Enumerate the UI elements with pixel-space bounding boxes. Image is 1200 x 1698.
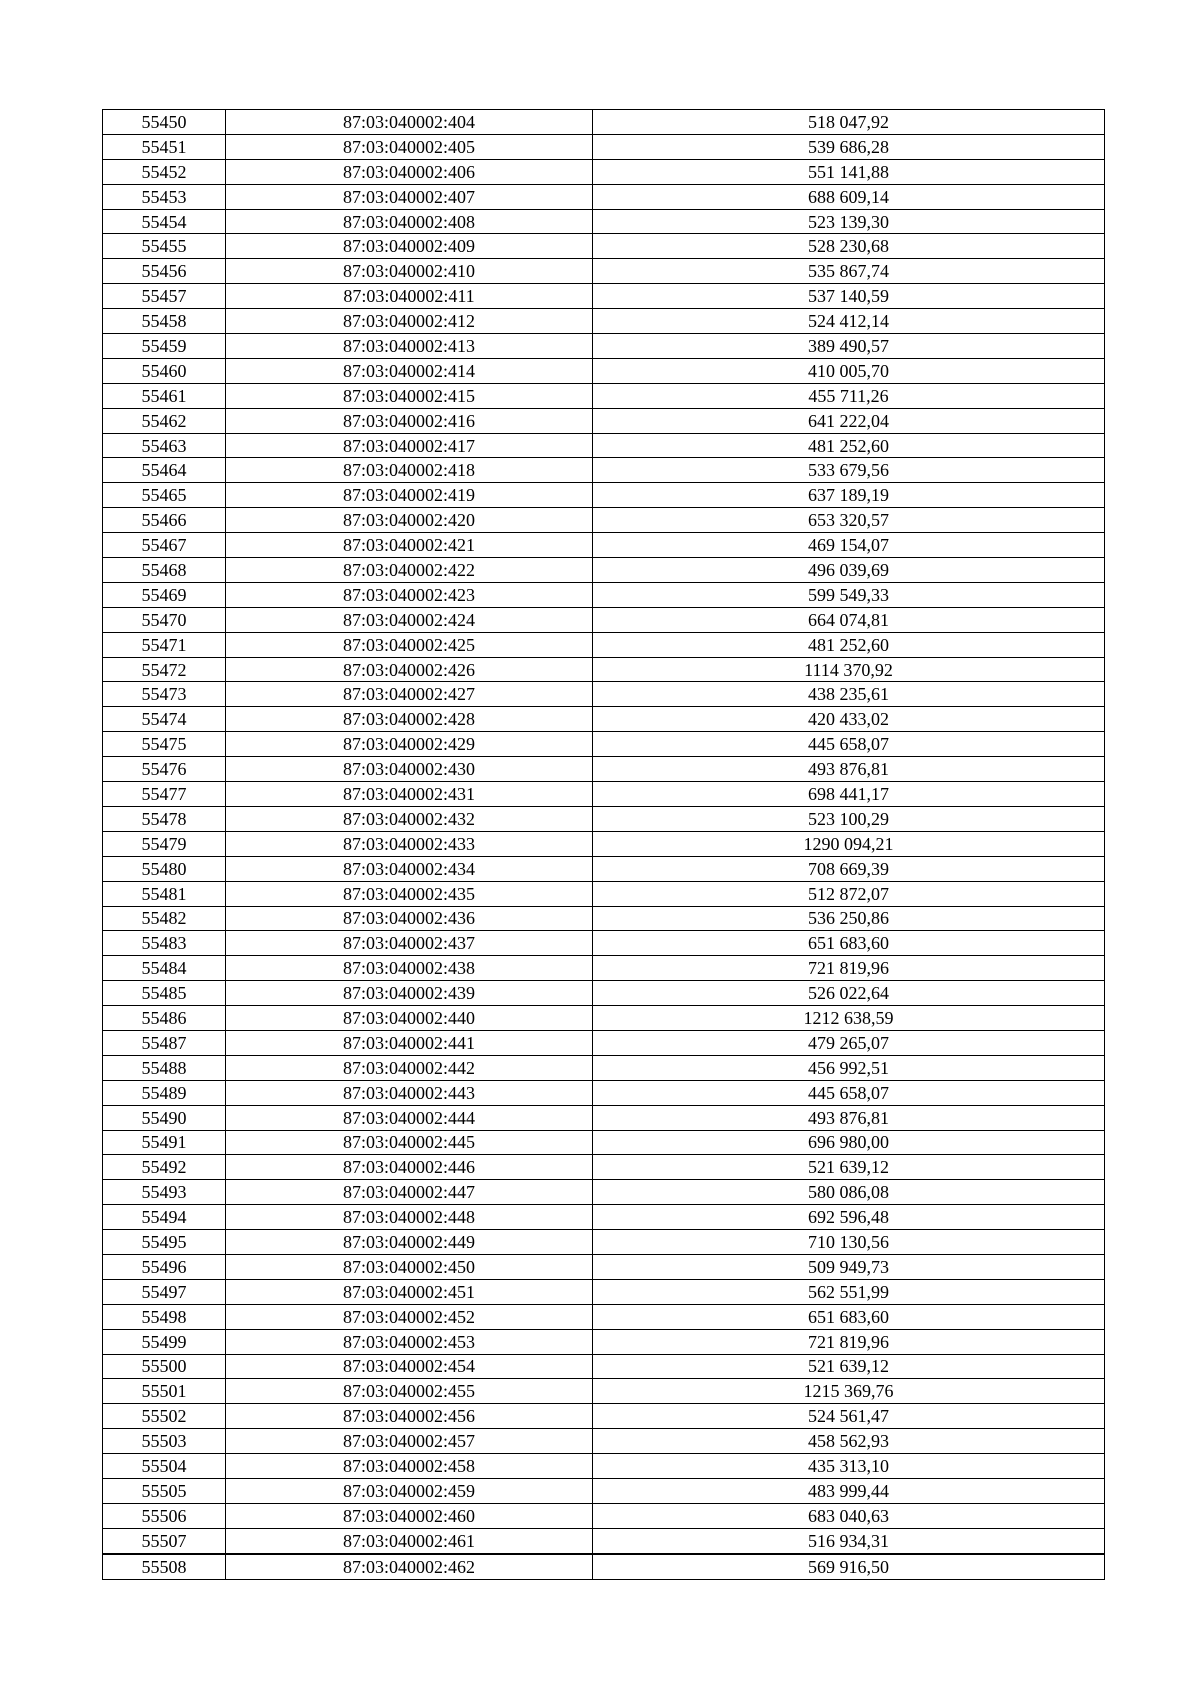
- cadastral-number-cell: 87:03:040002:441: [226, 1030, 593, 1055]
- cadastral-number-cell: 87:03:040002:442: [226, 1055, 593, 1080]
- cadastral-value-cell: 483 999,44: [593, 1478, 1105, 1503]
- cadastral-value-cell: 569 916,50: [593, 1554, 1105, 1579]
- table-body: [103, 110, 1105, 1580]
- cadastral-number-cell: 87:03:040002:446: [226, 1155, 593, 1180]
- cadastral-value-cell: 469 154,07: [593, 533, 1105, 558]
- table-row: [103, 607, 1105, 632]
- table-row: [103, 1130, 1105, 1155]
- cadastral-number-cell: 87:03:040002:423: [226, 582, 593, 607]
- row-number-cell: 55502: [103, 1404, 226, 1429]
- row-number-cell: 55488: [103, 1055, 226, 1080]
- row-number-cell: 55454: [103, 209, 226, 234]
- row-number-cell: 55503: [103, 1429, 226, 1454]
- cadastral-value-cell: 523 100,29: [593, 806, 1105, 831]
- cadastral-number-cell: 87:03:040002:430: [226, 757, 593, 782]
- row-number-cell: 55499: [103, 1329, 226, 1354]
- row-number-cell: 55485: [103, 981, 226, 1006]
- cadastral-value-cell: 535 867,74: [593, 259, 1105, 284]
- cadastral-number-cell: 87:03:040002:418: [226, 458, 593, 483]
- table-row: [103, 1528, 1105, 1553]
- table-row: [103, 209, 1105, 234]
- table-row: [103, 358, 1105, 383]
- cadastral-number-cell: 87:03:040002:433: [226, 831, 593, 856]
- cadastral-number-cell: 87:03:040002:412: [226, 309, 593, 334]
- table-row: [103, 782, 1105, 807]
- table-row: [103, 159, 1105, 184]
- cadastral-value-table: [102, 109, 1105, 1580]
- cadastral-number-cell: 87:03:040002:425: [226, 632, 593, 657]
- row-number-cell: 55483: [103, 931, 226, 956]
- row-number-cell: 55458: [103, 309, 226, 334]
- cadastral-number-cell: 87:03:040002:424: [226, 607, 593, 632]
- row-number-cell: 55497: [103, 1279, 226, 1304]
- row-number-cell: 55501: [103, 1379, 226, 1404]
- row-number-cell: 55487: [103, 1030, 226, 1055]
- cadastral-number-cell: 87:03:040002:457: [226, 1429, 593, 1454]
- cadastral-value-cell: 516 934,31: [593, 1528, 1105, 1553]
- table-row: [103, 856, 1105, 881]
- row-number-cell: 55456: [103, 259, 226, 284]
- table-row: [103, 184, 1105, 209]
- table-row: [103, 1155, 1105, 1180]
- row-number-cell: 55459: [103, 334, 226, 359]
- cadastral-number-cell: 87:03:040002:448: [226, 1205, 593, 1230]
- cadastral-value-cell: 641 222,04: [593, 408, 1105, 433]
- cadastral-number-cell: 87:03:040002:414: [226, 358, 593, 383]
- cadastral-value-cell: 524 561,47: [593, 1404, 1105, 1429]
- cadastral-value-cell: 721 819,96: [593, 1329, 1105, 1354]
- table-row: [103, 558, 1105, 583]
- cadastral-number-cell: 87:03:040002:445: [226, 1130, 593, 1155]
- table-row: [103, 1554, 1105, 1579]
- row-number-cell: 55507: [103, 1528, 226, 1553]
- cadastral-value-cell: 481 252,60: [593, 433, 1105, 458]
- cadastral-value-cell: 1212 638,59: [593, 1006, 1105, 1031]
- row-number-cell: 55491: [103, 1130, 226, 1155]
- table-row: [103, 1254, 1105, 1279]
- cadastral-number-cell: 87:03:040002:434: [226, 856, 593, 881]
- cadastral-value-cell: 438 235,61: [593, 682, 1105, 707]
- table-row: [103, 1006, 1105, 1031]
- table-row: [103, 1105, 1105, 1130]
- cadastral-value-cell: 683 040,63: [593, 1503, 1105, 1528]
- cadastral-value-cell: 521 639,12: [593, 1155, 1105, 1180]
- cadastral-value-cell: 710 130,56: [593, 1230, 1105, 1255]
- cadastral-number-cell: 87:03:040002:420: [226, 508, 593, 533]
- row-number-cell: 55460: [103, 358, 226, 383]
- row-number-cell: 55471: [103, 632, 226, 657]
- cadastral-value-cell: 523 139,30: [593, 209, 1105, 234]
- cadastral-value-cell: 496 039,69: [593, 558, 1105, 583]
- row-number-cell: 55481: [103, 881, 226, 906]
- cadastral-value-cell: 528 230,68: [593, 234, 1105, 259]
- row-number-cell: 55492: [103, 1155, 226, 1180]
- cadastral-value-cell: 456 992,51: [593, 1055, 1105, 1080]
- cadastral-value-cell: 651 683,60: [593, 931, 1105, 956]
- row-number-cell: 55504: [103, 1454, 226, 1479]
- cadastral-number-cell: 87:03:040002:449: [226, 1230, 593, 1255]
- table-row: [103, 1180, 1105, 1205]
- cadastral-value-cell: 493 876,81: [593, 757, 1105, 782]
- cadastral-value-cell: 692 596,48: [593, 1205, 1105, 1230]
- table-row: [103, 408, 1105, 433]
- cadastral-number-cell: 87:03:040002:435: [226, 881, 593, 906]
- cadastral-number-cell: 87:03:040002:428: [226, 707, 593, 732]
- cadastral-number-cell: 87:03:040002:408: [226, 209, 593, 234]
- table-row: [103, 981, 1105, 1006]
- cadastral-number-cell: 87:03:040002:462: [226, 1554, 593, 1579]
- cadastral-value-cell: 521 639,12: [593, 1354, 1105, 1379]
- table-row: [103, 483, 1105, 508]
- cadastral-value-cell: 458 562,93: [593, 1429, 1105, 1454]
- row-number-cell: 55464: [103, 458, 226, 483]
- cadastral-number-cell: 87:03:040002:407: [226, 184, 593, 209]
- row-number-cell: 55490: [103, 1105, 226, 1130]
- cadastral-number-cell: 87:03:040002:427: [226, 682, 593, 707]
- table-row: [103, 657, 1105, 682]
- cadastral-number-cell: 87:03:040002:456: [226, 1404, 593, 1429]
- table-row: [103, 707, 1105, 732]
- cadastral-value-cell: 389 490,57: [593, 334, 1105, 359]
- row-number-cell: 55461: [103, 383, 226, 408]
- row-number-cell: 55495: [103, 1230, 226, 1255]
- table-row: [103, 1230, 1105, 1255]
- cadastral-value-cell: 688 609,14: [593, 184, 1105, 209]
- cadastral-number-cell: 87:03:040002:437: [226, 931, 593, 956]
- cadastral-value-cell: 1215 369,76: [593, 1379, 1105, 1404]
- row-number-cell: 55453: [103, 184, 226, 209]
- table-row: [103, 1478, 1105, 1503]
- cadastral-value-cell: 481 252,60: [593, 632, 1105, 657]
- cadastral-value-cell: 420 433,02: [593, 707, 1105, 732]
- row-number-cell: 55482: [103, 906, 226, 931]
- table-row: [103, 1279, 1105, 1304]
- cadastral-number-cell: 87:03:040002:405: [226, 134, 593, 159]
- cadastral-value-cell: 580 086,08: [593, 1180, 1105, 1205]
- cadastral-number-cell: 87:03:040002:404: [226, 110, 593, 135]
- row-number-cell: 55496: [103, 1254, 226, 1279]
- table-row: [103, 732, 1105, 757]
- cadastral-number-cell: 87:03:040002:415: [226, 383, 593, 408]
- row-number-cell: 55470: [103, 607, 226, 632]
- table-row: [103, 433, 1105, 458]
- table-row: [103, 284, 1105, 309]
- row-number-cell: 55480: [103, 856, 226, 881]
- row-number-cell: 55463: [103, 433, 226, 458]
- cadastral-value-cell: 536 250,86: [593, 906, 1105, 931]
- row-number-cell: 55468: [103, 558, 226, 583]
- cadastral-number-cell: 87:03:040002:432: [226, 806, 593, 831]
- table-row: [103, 632, 1105, 657]
- row-number-cell: 55486: [103, 1006, 226, 1031]
- cadastral-value-cell: 518 047,92: [593, 110, 1105, 135]
- table-row: [103, 1429, 1105, 1454]
- cadastral-number-cell: 87:03:040002:436: [226, 906, 593, 931]
- cadastral-number-cell: 87:03:040002:451: [226, 1279, 593, 1304]
- cadastral-number-cell: 87:03:040002:410: [226, 259, 593, 284]
- cadastral-number-cell: 87:03:040002:443: [226, 1080, 593, 1105]
- cadastral-value-cell: 698 441,17: [593, 782, 1105, 807]
- cadastral-number-cell: 87:03:040002:447: [226, 1180, 593, 1205]
- cadastral-value-cell: 551 141,88: [593, 159, 1105, 184]
- cadastral-value-cell: 533 679,56: [593, 458, 1105, 483]
- table-row: [103, 309, 1105, 334]
- row-number-cell: 55505: [103, 1478, 226, 1503]
- cadastral-number-cell: 87:03:040002:419: [226, 483, 593, 508]
- cadastral-value-cell: 479 265,07: [593, 1030, 1105, 1055]
- cadastral-value-cell: 410 005,70: [593, 358, 1105, 383]
- table-row: [103, 757, 1105, 782]
- row-number-cell: 55475: [103, 732, 226, 757]
- cadastral-value-cell: 721 819,96: [593, 956, 1105, 981]
- cadastral-number-cell: 87:03:040002:440: [226, 1006, 593, 1031]
- table-row: [103, 1454, 1105, 1479]
- row-number-cell: 55450: [103, 110, 226, 135]
- row-number-cell: 55469: [103, 582, 226, 607]
- cadastral-value-cell: 524 412,14: [593, 309, 1105, 334]
- row-number-cell: 55484: [103, 956, 226, 981]
- cadastral-number-cell: 87:03:040002:411: [226, 284, 593, 309]
- row-number-cell: 55465: [103, 483, 226, 508]
- cadastral-value-cell: 599 549,33: [593, 582, 1105, 607]
- cadastral-number-cell: 87:03:040002:454: [226, 1354, 593, 1379]
- table-row: [103, 931, 1105, 956]
- cadastral-value-cell: 708 669,39: [593, 856, 1105, 881]
- cadastral-number-cell: 87:03:040002:421: [226, 533, 593, 558]
- row-number-cell: 55508: [103, 1554, 226, 1579]
- cadastral-value-cell: 435 313,10: [593, 1454, 1105, 1479]
- table-row: [103, 1205, 1105, 1230]
- row-number-cell: 55473: [103, 682, 226, 707]
- table-row: [103, 458, 1105, 483]
- cadastral-number-cell: 87:03:040002:458: [226, 1454, 593, 1479]
- table-row: [103, 1304, 1105, 1329]
- row-number-cell: 55498: [103, 1304, 226, 1329]
- table-row: [103, 806, 1105, 831]
- table-row: [103, 1329, 1105, 1354]
- cadastral-number-cell: 87:03:040002:429: [226, 732, 593, 757]
- table-row: [103, 1379, 1105, 1404]
- row-number-cell: 55494: [103, 1205, 226, 1230]
- row-number-cell: 55451: [103, 134, 226, 159]
- cadastral-value-cell: 445 658,07: [593, 1080, 1105, 1105]
- table-row: [103, 881, 1105, 906]
- table-row: [103, 383, 1105, 408]
- table-row: [103, 508, 1105, 533]
- table-row: [103, 234, 1105, 259]
- row-number-cell: 55472: [103, 657, 226, 682]
- table-row: [103, 259, 1105, 284]
- cadastral-value-cell: 653 320,57: [593, 508, 1105, 533]
- table-row: [103, 831, 1105, 856]
- cadastral-number-cell: 87:03:040002:406: [226, 159, 593, 184]
- row-number-cell: 55467: [103, 533, 226, 558]
- cadastral-value-cell: 1290 094,21: [593, 831, 1105, 856]
- table-row: [103, 1080, 1105, 1105]
- table-row: [103, 1055, 1105, 1080]
- cadastral-value-cell: 455 711,26: [593, 383, 1105, 408]
- cadastral-value-cell: 1114 370,92: [593, 657, 1105, 682]
- cadastral-number-cell: 87:03:040002:439: [226, 981, 593, 1006]
- table-row: [103, 533, 1105, 558]
- cadastral-number-cell: 87:03:040002:455: [226, 1379, 593, 1404]
- cadastral-value-cell: 445 658,07: [593, 732, 1105, 757]
- cadastral-number-cell: 87:03:040002:416: [226, 408, 593, 433]
- row-number-cell: 55506: [103, 1503, 226, 1528]
- table-row: [103, 334, 1105, 359]
- cadastral-number-cell: 87:03:040002:438: [226, 956, 593, 981]
- cadastral-value-cell: 537 140,59: [593, 284, 1105, 309]
- cadastral-number-cell: 87:03:040002:417: [226, 433, 593, 458]
- cadastral-value-cell: 696 980,00: [593, 1130, 1105, 1155]
- row-number-cell: 55462: [103, 408, 226, 433]
- cadastral-number-cell: 87:03:040002:409: [226, 234, 593, 259]
- cadastral-number-cell: 87:03:040002:461: [226, 1528, 593, 1553]
- table-row: [103, 582, 1105, 607]
- cadastral-number-cell: 87:03:040002:444: [226, 1105, 593, 1130]
- cadastral-value-cell: 651 683,60: [593, 1304, 1105, 1329]
- row-number-cell: 55466: [103, 508, 226, 533]
- cadastral-number-cell: 87:03:040002:422: [226, 558, 593, 583]
- cadastral-value-cell: 562 551,99: [593, 1279, 1105, 1304]
- cadastral-value-cell: 493 876,81: [593, 1105, 1105, 1130]
- cadastral-number-cell: 87:03:040002:426: [226, 657, 593, 682]
- table-row: [103, 1404, 1105, 1429]
- cadastral-value-cell: 664 074,81: [593, 607, 1105, 632]
- table-row: [103, 1354, 1105, 1379]
- cadastral-number-cell: 87:03:040002:413: [226, 334, 593, 359]
- cadastral-number-cell: 87:03:040002:453: [226, 1329, 593, 1354]
- cadastral-number-cell: 87:03:040002:452: [226, 1304, 593, 1329]
- table-row: [103, 682, 1105, 707]
- row-number-cell: 55474: [103, 707, 226, 732]
- row-number-cell: 55493: [103, 1180, 226, 1205]
- row-number-cell: 55500: [103, 1354, 226, 1379]
- table-row: [103, 134, 1105, 159]
- cadastral-value-cell: 512 872,07: [593, 881, 1105, 906]
- row-number-cell: 55489: [103, 1080, 226, 1105]
- row-number-cell: 55457: [103, 284, 226, 309]
- cadastral-number-cell: 87:03:040002:431: [226, 782, 593, 807]
- row-number-cell: 55478: [103, 806, 226, 831]
- row-number-cell: 55479: [103, 831, 226, 856]
- row-number-cell: 55452: [103, 159, 226, 184]
- cadastral-value-cell: 526 022,64: [593, 981, 1105, 1006]
- cadastral-number-cell: 87:03:040002:450: [226, 1254, 593, 1279]
- row-number-cell: 55477: [103, 782, 226, 807]
- row-number-cell: 55455: [103, 234, 226, 259]
- table-row: [103, 1030, 1105, 1055]
- cadastral-value-cell: 509 949,73: [593, 1254, 1105, 1279]
- cadastral-value-cell: 637 189,19: [593, 483, 1105, 508]
- cadastral-number-cell: 87:03:040002:459: [226, 1478, 593, 1503]
- table-row: [103, 906, 1105, 931]
- cadastral-number-cell: 87:03:040002:460: [226, 1503, 593, 1528]
- cadastral-value-cell: 539 686,28: [593, 134, 1105, 159]
- row-number-cell: 55476: [103, 757, 226, 782]
- table-row: [103, 1503, 1105, 1528]
- table-row: [103, 956, 1105, 981]
- table-row: [103, 110, 1105, 135]
